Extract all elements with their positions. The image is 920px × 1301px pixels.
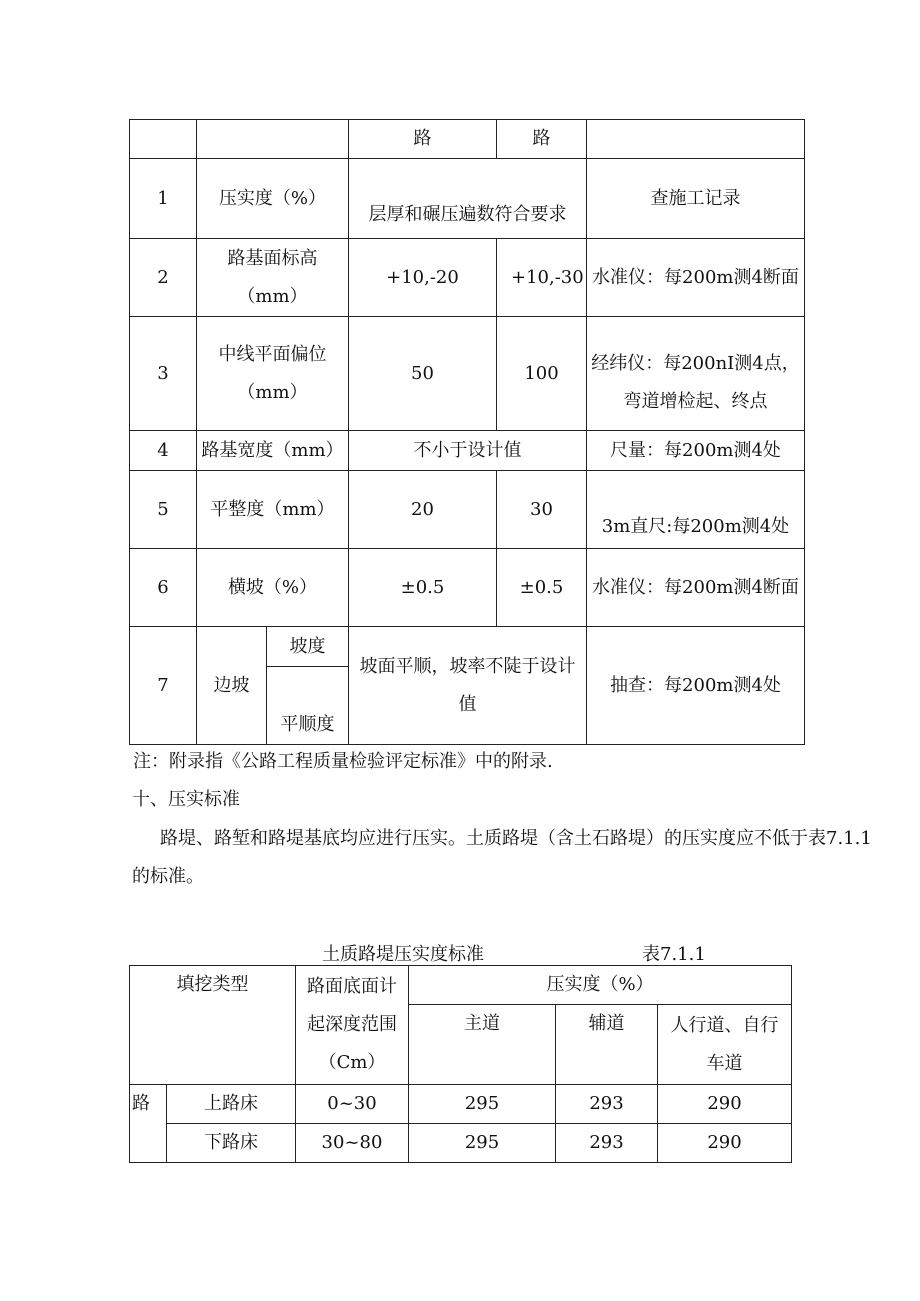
standard-cell: 不小于设计值 (349, 431, 587, 471)
header-aux-road: 辅道 (556, 1005, 658, 1085)
header-blank-method (587, 120, 805, 159)
ped-bike-cell: 290 (658, 1124, 792, 1163)
method-cell: 3m直尺:每200m测4处 (587, 471, 805, 549)
table-row (130, 239, 805, 317)
header-col-a: 路 (349, 120, 497, 159)
compaction-table (129, 965, 792, 1163)
table-row (130, 317, 805, 431)
row-number: 3 (130, 317, 197, 431)
item-cell: 边坡 (197, 627, 267, 745)
value-b-cell: +10,-30 (497, 239, 587, 317)
aux-road-cell: 293 (556, 1085, 658, 1124)
header-fill-type: 填挖类型 (130, 966, 296, 1085)
layer-name: 下路床 (167, 1124, 296, 1163)
table-row (130, 549, 805, 627)
value-b-cell: 100 (497, 317, 587, 431)
row-number: 2 (130, 239, 197, 317)
method-cell: 水准仪：每200m测4断面 (587, 239, 805, 317)
table-row (130, 1085, 792, 1124)
method-cell: 经纬仪：每200nI测4点，弯道增检起、终点 (587, 317, 805, 431)
table-number: 表7.1.1 (642, 944, 706, 965)
row-number: 5 (130, 471, 197, 549)
header-ped-bike-road: 人行道、自行车道 (658, 1005, 792, 1085)
main-road-cell: 295 (409, 1124, 556, 1163)
item-cell: 平整度（mm） (197, 471, 349, 549)
header-compaction: 压实度（%） (409, 966, 792, 1005)
value-b-cell: ±0.5 (497, 549, 587, 627)
table-row (130, 159, 805, 239)
item-cell: 路基面标高（mm） (197, 239, 349, 317)
method-cell: 水准仪：每200m测4断面 (587, 549, 805, 627)
value-a-cell: 20 (349, 471, 497, 549)
section-title: 十、压实标准 (132, 789, 240, 810)
ped-bike-cell: 290 (658, 1085, 792, 1124)
method-cell: 尺量：每200m测4处 (587, 431, 805, 471)
depth-cell: 30~80 (296, 1124, 409, 1163)
method-cell: 抽查：每200m测4处 (587, 627, 805, 745)
row-number: 4 (130, 431, 197, 471)
standard-cell: 层厚和碾压遍数符合要求 (349, 159, 587, 239)
sub-item-smoothness: 平顺度 (267, 667, 349, 745)
sub-item-slope: 坡度 (267, 627, 349, 667)
header-main-road: 主道 (409, 1005, 556, 1085)
layer-name: 上路床 (167, 1085, 296, 1124)
value-a-cell: 50 (349, 317, 497, 431)
body-paragraph: 路堤、路堑和路堤基底均应进行压实。土质路堤（含土石路堤）的压实度应不低于表7.1.1的标准。 (132, 828, 872, 887)
item-cell: 中线平面偏位（mm） (197, 317, 349, 431)
header-depth-range: 路面底面计起深度范围（Cm） (296, 966, 409, 1085)
item-cell: 横坡（%） (197, 549, 349, 627)
row-number: 1 (130, 159, 197, 239)
header-col-b: 路 (497, 120, 587, 159)
table-row (130, 627, 805, 667)
aux-road-cell: 293 (556, 1124, 658, 1163)
table-row (130, 471, 805, 549)
table-row (130, 1124, 792, 1163)
table-row (130, 431, 805, 471)
item-cell: 路基宽度（mm） (197, 431, 349, 471)
header-blank-item (197, 120, 349, 159)
row-number: 6 (130, 549, 197, 627)
table-caption: 土质路堤压实度标准 (322, 944, 484, 965)
row-number: 7 (130, 627, 197, 745)
group-label: 路 (130, 1085, 167, 1163)
standard-cell: 坡面平顺，坡率不陡于设计值 (349, 627, 587, 745)
header-blank-no (130, 120, 197, 159)
main-road-cell: 295 (409, 1085, 556, 1124)
value-b-cell: 30 (497, 471, 587, 549)
value-a-cell: +10,-20 (349, 239, 497, 317)
method-cell: 查施工记录 (587, 159, 805, 239)
depth-cell: 0~30 (296, 1085, 409, 1124)
value-a-cell: ±0.5 (349, 549, 497, 627)
inspection-table (129, 119, 805, 745)
table-note: 注：附录指《公路工程质量检验评定标准》中的附录. (133, 751, 553, 772)
item-cell: 压实度（%） (197, 159, 349, 239)
